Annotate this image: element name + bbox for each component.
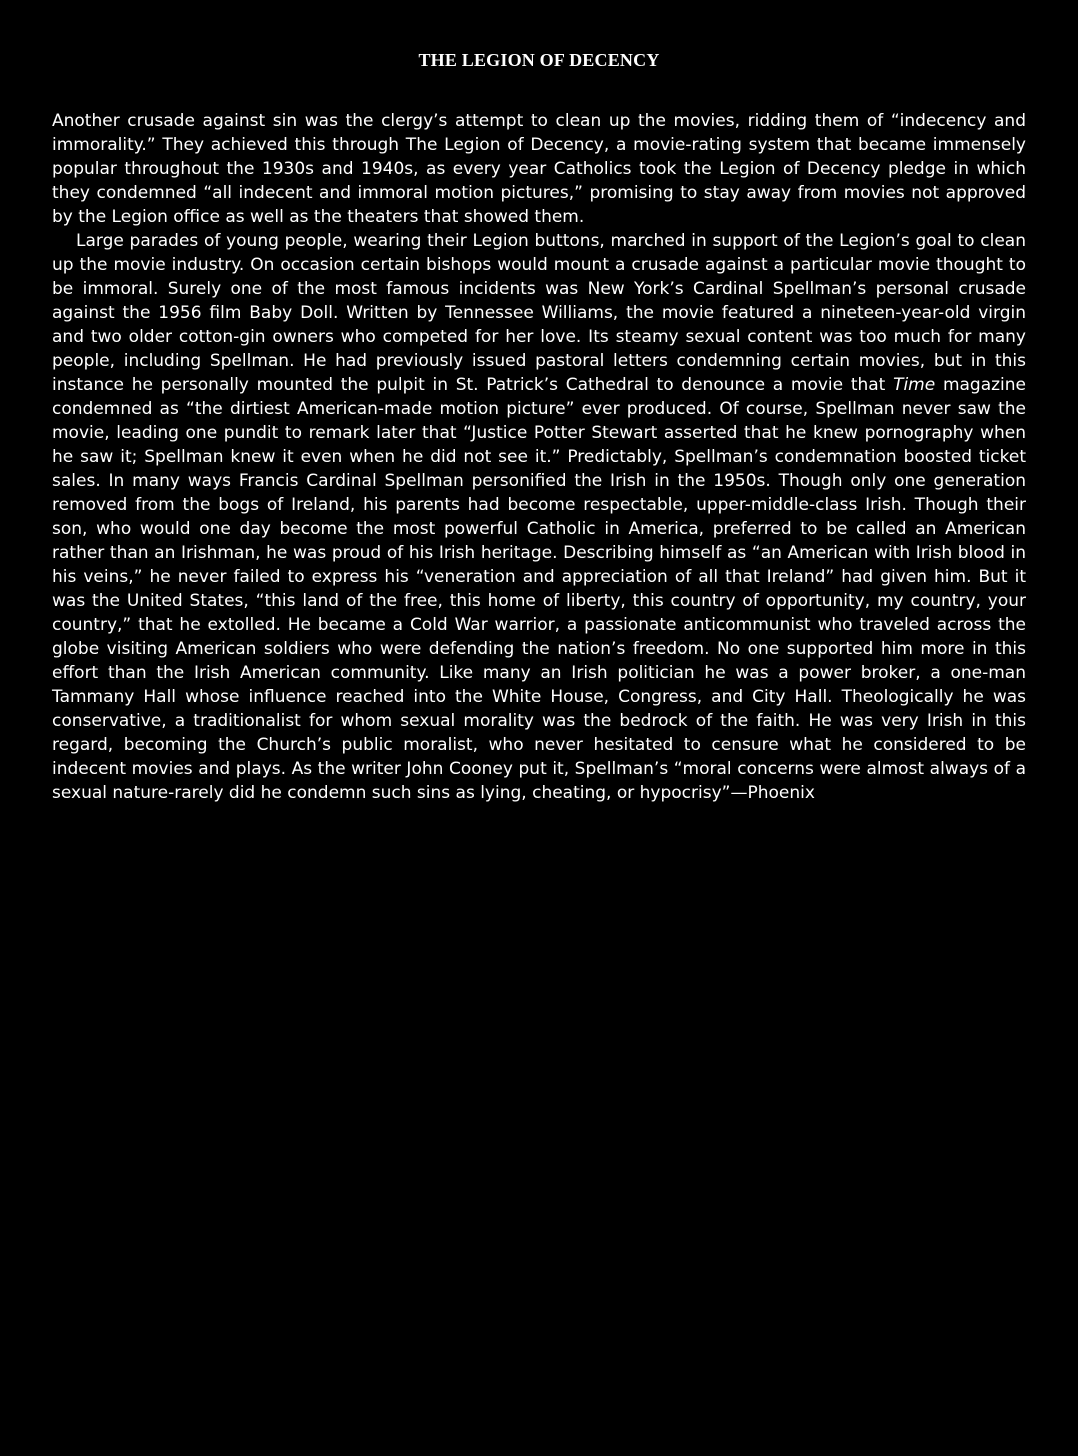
paragraph-2-text-part-2: magazine condemned as “the dirtiest American-made motion picture” ever produced. Of course, Spellman never saw the movie, leading one pundit to remark later that “Justice Potter Stewart asserted that he knew pornography when he saw it; Spellman knew it even when he did not see it.” Predictably, Spellman’s condemnation boosted ticket sales. In many ways Francis Cardinal Spellman personified the Irish in the 1950s. Though only one generation removed from the bogs of Ireland, his parents had become respectable, upper-middle-class Irish. Though their son, who would one day become the most powerful Catholic in America, preferred to be called an American rather than an Irishman, he was proud of his Irish heritage. Describing himself as “an American with Irish blood in his veins,” he never failed to express his “veneration and appreciation of all that Ireland” had given him. But it was the United States, “this land of the free, this home of liberty, this country of opportunity, my country, your country,” that he extolled. He became a Cold War warrior, a passionate anticommunist who traveled across the globe visiting American soldiers who were defending the nation’s freedom. No one supported him more in this effort than the Irish American community. Like many an Irish politician he was a power broker, a one-man Tammany Hall whose influence reached into the White House, Congress, and City Hall. Theologically he was conservative, a traditionalist for whom sexual morality was the bedrock of the faith. He was very Irish in this regard, becoming the Church’s public moralist, who never hesitated to censure what he considered to be indecent movies and plays. As the writer John Cooney put it, Spellman’s “moral concerns were almost always of a sexual nature-rarely did he condemn such sins as lying, cheating, or hypocrisy”—Phoenix bbox=[52, 375, 1027, 803]
italic-title-time: Time bbox=[893, 375, 936, 395]
body-paragraph-2 bbox=[52, 229, 1026, 805]
paragraph-2-text-part-1: Large parades of young people, wearing their Legion buttons, marched in support of the Legion’s goal to clean up the movie industry. On occasion certain bishops would mount a crusade against a particular movie thought to be immoral. Surely one of the most famous incidents was New York’s Cardinal Spellman’s personal crusade against the 1956 film Baby Doll. Written by Tennessee Williams, the movie featured a nineteen-year-old virgin and two older cotton-gin owners who competed for her love. Its steamy sexual content was too much for many people, including Spellman. He had previously issued pastoral letters condemning certain movies, but in this instance he personally mounted the pulpit in St. Patrick’s Cathedral to denounce a movie that bbox=[52, 231, 1026, 395]
page-title: THE LEGION OF DECENCY bbox=[418, 50, 660, 70]
document-page bbox=[52, 48, 1026, 805]
body-paragraph-1: Another crusade against sin was the clergy’s attempt to clean up the movies, ridding them of “indecency and immorality.” They achieved this through The Legion of Decency, a movie-rating system that became immensely popular throughout the 1930s and 1940s, as every year Catholics took the Legion of Decency pledge in which they condemned “all indecent and immoral motion pictures,” promising to stay away from movies not approved by the Legion office as well as the theaters that showed them. bbox=[52, 111, 1026, 227]
